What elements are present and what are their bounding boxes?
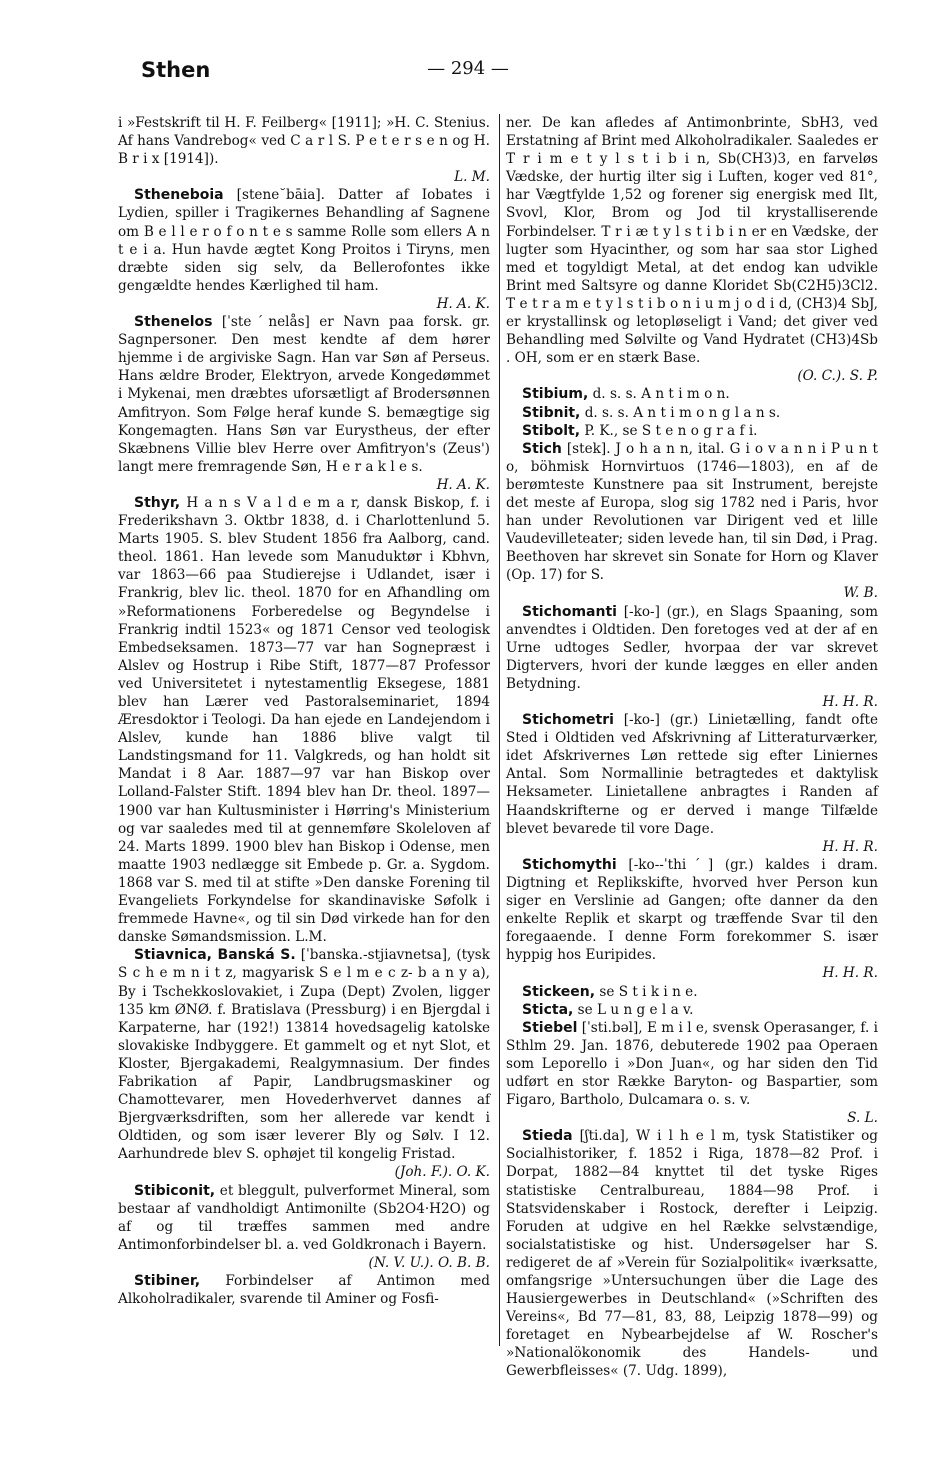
entry-stibium: Stibium, d. s. s. A n t i m o n. <box>522 386 730 403</box>
entry-sthenelos: Sthenelos [ˈsteˊnelås] er Navn paa forsk. gr. Sagnpersoner. Den mest kendte af dem hører hjemme i de argiviske Sagn. Han var Søn af Perseus. Hans ældre Broder, Elektryon, arvede Kongedømmet i Mykenai, men dræbtes uforsætligt af Brodersønnen Amfitryon. Som Følge heraf kunde S. bemægtige sig Kongemagten. Hans Søn var Eurystheus, der efter Skæbnens Villie blev Herre over Amfitryon's (Zeus') langt mere fremragende Søn, H e r a k l e s. H. A. K. <box>118 314 490 493</box>
entry-stibiconit: Stibiconit, et bleggult, pulverformet Mineral, som bestaar af vandholdigt Antimonilte (Sb2O4·H2O) og af og til træffes sammen med andre Antimonforbindelser bl. a. ved Goldkronach i Bayern. (N. V. U.). O. B. B. <box>118 1182 490 1271</box>
left-column <box>118 114 490 1308</box>
entry-stieda: Stieda [ʃti.da], W i l h e l m, tysk Statistiker og Socialhistoriker, f. 1852 i Riga, 1878—82 Prof. i Dorpat, 1882—84 knyttet til det tyske Riges statistiske Centralbureau, 1884—98 Prof. i Statsvidenskaber i Rostock, derefter i Leipzig. Foruden at udgive en hel Række selvstændige, socialstatistiske og hist. Undersøgelser har S. redigeret de af »Verein für Sozialpolitik« iværksatte, omfangsrige »Untersuchungen über die Lage des Hausiergewerbes in Deutschland« (»Schriften des Vereins«, Bd 77—81, 83, 88, Leipzig 1878—99) og foretaget en Nybearbejdelse af W. Roscher's »Nationalökonomik des Handels- und Gewerbfleisses« (7. Udg. 1899), <box>506 1128 879 1380</box>
entry-sthyr: Sthyr, H a n s V a l d e m a r, dansk Biskop, f. i Frederikshavn 3. Oktbr 1838, d. i Charlottenlund 5. Marts 1905. S. blev Student 1856 fra Aalborg, cand. theol. 1861. Han levede som Manuduktør i Kbhvn, var 1863—66 paa Studierejse i Udlandet, især i Frankrig, blev lic. theol. 1870 for en Afhandling om »Reformationens Forberedelse og Begyndelse i Frankrig indtil 1523« og 1871 Censor ved teologisk Embedseksamen. 1873—77 var han Sognepræst i Alslev og Hostrup i Ribe Stift, 1877—87 Professor ved Universitetet i nytestamentlig Eksegese, 1881 blev han Lærer ved Pastoralseminariet, 1894 Æresdoktor i Teologi. Da han ejede en Landejendom i Alslev, kunde han 1886 blive valgt til Landstingsmand for 11. Valgkreds, og han holdt sit Mandat i 8 Aar. 1887—97 var han Biskop over Lolland-Falster Stift. 1894 blev han Dr. theol. 1897—1900 var han Kultusminister i Hørring's Ministerium og var saaledes med til at gennemføre Skoleloven af 24. Marts 1899. 1900 blev han Biskop i Odense, men maatte 1903 nedlægge sit Embede p. Gr. a. Sygdom. 1868 var S. med til at stifte »Den danske Forening til Evangeliets Forkyndelse for skandinaviske Søfolk i fremmede Havne«, og til sin Død virkede han for den danske Sømandsmission. L.M. <box>118 494 490 946</box>
entry-stibolt: Stibolt, P. K., se S t e n o g r a f i. <box>522 422 758 439</box>
entry-stichomythi: Stichomythi [-ko--ˈthiˊ] (gr.) kaldes i dram. Digtning et Replikskifte, hvorved hver Person kun siger en Verslinie ad Gangen; ofte danner da den enkelte Replik et skarpt og træffende Svar til den foregaaende. I denne Form forekommer S. især hyppig hos Euripides. H. H. R. <box>506 856 878 982</box>
entry-stibiner: Stibiner, Forbindelser af Antimon med Alkoholradikaler, svarende til Aminer og Fosfi- <box>118 1273 490 1308</box>
right-column <box>506 114 878 1381</box>
entry-stiavnica: Stiavnica, Banská S. [ˈbanska.-stjiavnetsa], (tysk S c h e m n i t z, magyarisk S e l m e c z- b a n y a), By i Tschekkoslovakiet, i Zupa (Dept) Zvolen, ligger 135 km ØNØ. f. Bratislava (Pressburg) i en Bjergdal i Karpaterne, har (192!) 13814 hovedsagelig katolske slovakiske Indbyggere. Et gammelt og et nyt Slot, et Kloster, Bjergakademi, Realgymnasium. Der findes Fabrikation af Papir, Landbrugsmaskiner og Chamottevarer, men Hovederhvervet dannes af Bjergværksdriften, som her allerede var kendt i Oldtiden, og som især leverer Bly og Sølv. I 12. Aarhundrede blev S. ophøjet til kongelig Fristad. (Joh. F.). O. K. <box>118 947 490 1181</box>
entry-stiebel: Stiebel [ˈsti.bəl], E m i l e, svensk Operasanger, f. i Sthlm 29. Jan. 1876, debuterede 1902 paa Operaen som Leporello i »Don Juan«, og har siden den Tid udført en stor Række Baryton- og Baspartier, som Figaro, Bartholo, Dulcamara o. s. v. S. L. <box>506 1019 878 1127</box>
entry-stheneboia: Stheneboia [stene˘bāia]. Datter af Iobates i Lydien, spiller i Tragikernes Behandling af Sagnene om B e l l e r o f o n t e s samme Rolle som ellers A n t e i a. Hun havde ægtet Kong Proitos i Tiryns, men dræbte siden sig selv, da Bellerofontes ikke gengældte hendes Kærlighed til ham. H. A. K. <box>118 187 490 312</box>
entry-sticta: Sticta, se L u n g e l a v. <box>522 1001 694 1018</box>
entry-stichomanti: Stichomanti [-ko-] (gr.), en Slags Spaaning, som anvendtes i Oldtiden. Den foretoges ved at der af en Urne udtoges Sedler, hvorpaa der var skrevet Digtervers, hvori der kunde lægges en eller anden Betydning. H. H. R. <box>506 603 878 710</box>
entry-stichometri: Stichometri [-ko-] (gr.) Linietælling, fandt ofte Sted i Oldtiden ved Afskrivning af Litteraturværker, idet Afskrivernes Løn rettede sig efter Liniernes Antal. Som Normallinie betragtedes et daktylisk Heksameter. Linietallene anbragtes i Randen af Haandskrifterne og er derved i mange Tilfælde blevet bevarede til vore Dage. H. H. R. <box>506 712 878 855</box>
entry-stibnit: Stibnit, d. s. s. A n t i m o n g l a n s. <box>522 404 781 421</box>
page-number: — 294 — <box>427 58 509 79</box>
entry-stich: Stich [stek]. J o h a n n, ital. G i o v a n n i P u n t o, böhmisk Hornvirtuos (1746—1803), en af de berømteste Kunstnere paa sit Instrument, berejste det meste af Europa, slog sig 1782 ned i Paris, hvor han under Revolutionen var Dirigent ved et lille Vaudevilleteater; siden levede han, til sin Død, i Prag. Beethoven har skrevet sin Sonate for Horn og Klaver (Op. 17) for S. W. B. <box>506 440 878 602</box>
entry-continuation: i »Festskrift til H. F. Feilberg« [1911]; »H. C. Stenius. Af hans Vandrebog« ved C a r l S. P e t e r s e n og H. B r i x [1914]). L. M. <box>118 115 490 186</box>
entry-stickeen: Stickeen, se S t i k i n e. <box>522 983 698 1000</box>
entry-stibiner-continued: ner. De kan afledes af Antimonbrinte, SbH3, ved Erstatning af Brint med Alkoholradikaler. Saaledes er T r i m e t y l s t i b i n, Sb(CH3)3, en farveløs Vædske, der hurtig ilter sig i Luften, koger ved 81°, har Vægtfylde 1,52 og forener sig energisk med Ilt, Svovl, Klor, Brom og Jod til krystalliserende Forbindelser. T r i æ t y l s t i b i n er en Vædske, der lugter som Hyacinther, og som har saa stor Lighed med et togyldigt Metal, at det endog kan udvikle Brint med Saltsyre og danne Kloridet Sb(C2H5)3Cl2. T e t r a m e t y l s t i b o n i u m j o d i d, (CH3)4 SbJ, er krystallinsk og letopløseligt i Vand; det giver ved Behandling med Sølvilte og Vand Hydratet (CH3)4Sb . OH, som er en stærk Base. (O. C.). S. P. <box>506 115 878 385</box>
running-head-word: Sthen <box>141 58 211 82</box>
column-divider <box>499 114 500 1346</box>
